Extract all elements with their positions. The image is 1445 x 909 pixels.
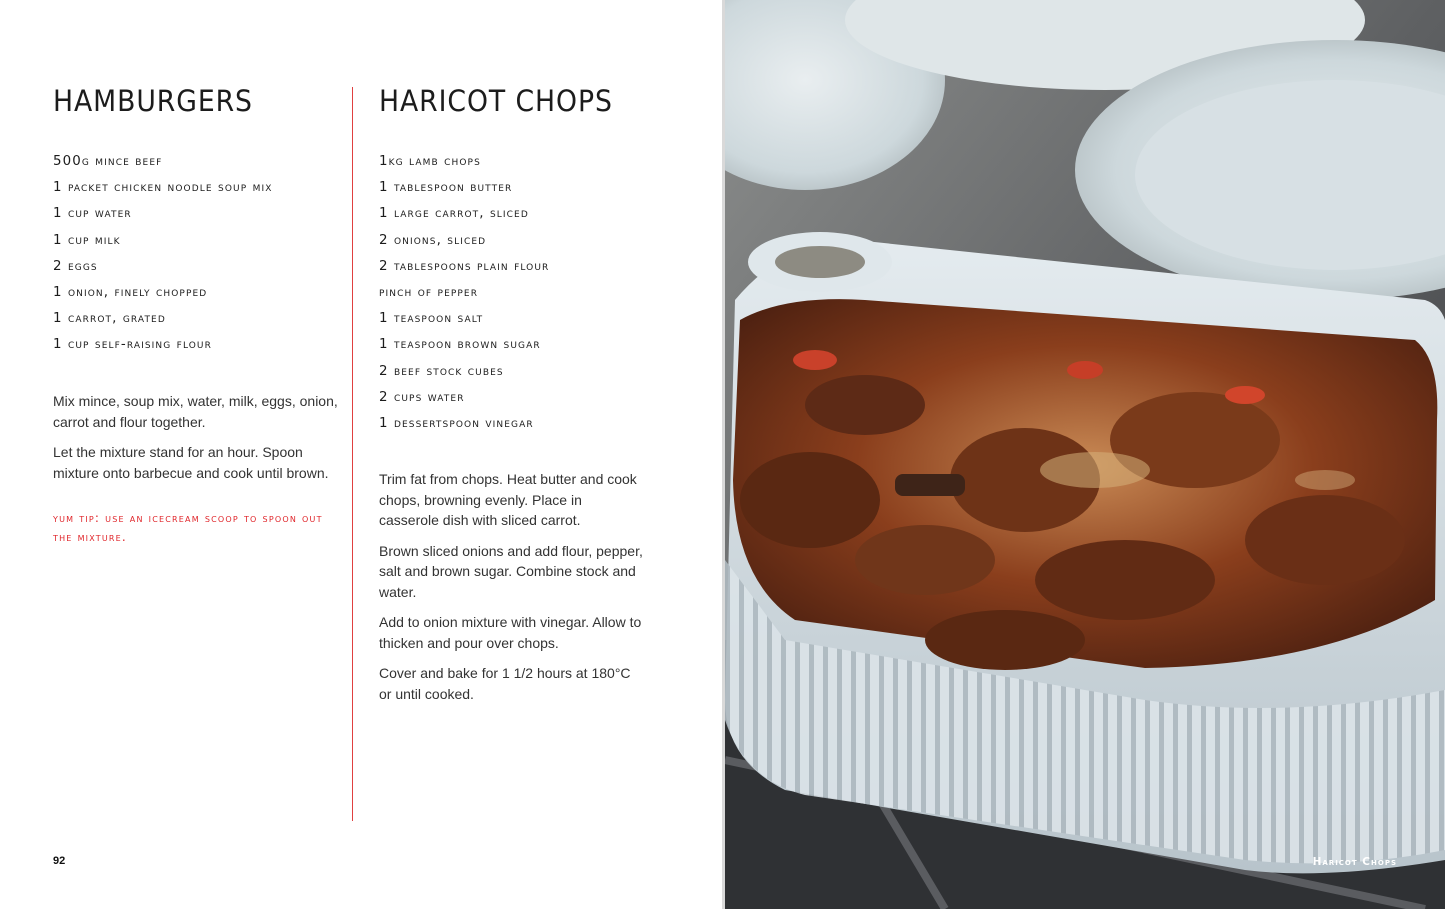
ingredient-item: 1kg lamb chops bbox=[379, 154, 481, 169]
yum-tip: yum tip: use an icecream scoop to spoon out the mixture. bbox=[53, 511, 323, 544]
ingredient-item: 1 packet chicken noodle soup mix bbox=[53, 180, 273, 196]
ingredient-item: 2 tablespoons plain flour bbox=[379, 258, 550, 274]
ingredient-item: 1 tablespoon butter bbox=[379, 180, 513, 196]
ingredient-item: 1 dessertspoon vinegar bbox=[379, 415, 534, 431]
photo-caption: Haricot Chops bbox=[1312, 856, 1397, 868]
method-paragraph: Cover and bake for 1 1/2 hours at 180°C or until cooked. bbox=[379, 665, 631, 702]
casserole-photo bbox=[725, 0, 1445, 909]
ingredient-item: 1 cup milk bbox=[53, 232, 121, 248]
method-paragraph: Trim fat from chops. Heat butter and cook chops, browning evenly. Place in casserole dish with sliced carrot. bbox=[379, 471, 637, 528]
ingredient-item: pinch of pepper bbox=[379, 284, 479, 300]
ingredient-item: 1 carrot, grated bbox=[53, 311, 166, 327]
hamburgers-method bbox=[53, 391, 338, 493]
method-paragraph: Mix mince, soup mix, water, milk, eggs, onion, carrot and flour together. bbox=[53, 393, 338, 430]
right-page bbox=[725, 0, 1445, 909]
ingredient-item: 1 teaspoon brown sugar bbox=[379, 337, 541, 353]
hamburgers-title: HAMBURGERS bbox=[53, 84, 253, 118]
hamburgers-ingredient-list bbox=[53, 149, 272, 359]
method-paragraph: Add to onion mixture with vinegar. Allow to thicken and pour over chops. bbox=[379, 614, 642, 651]
haricot-ingredient-list bbox=[379, 149, 549, 437]
ingredient-item: 1 cup water bbox=[53, 206, 132, 222]
haricot-chops-title: HARICOT CHOPS bbox=[379, 84, 613, 118]
left-page bbox=[0, 0, 722, 909]
ingredient-item: 1 teaspoon salt bbox=[379, 311, 484, 327]
column-divider bbox=[352, 87, 353, 821]
ingredient-item: 1 onion, finely chopped bbox=[53, 284, 208, 300]
page-number: 92 bbox=[53, 855, 66, 867]
ingredient-item: 1 large carrot, sliced bbox=[379, 206, 529, 222]
ingredient-item: 500g mince beef bbox=[53, 154, 163, 169]
ingredient-item: 2 cups water bbox=[379, 389, 465, 405]
ingredient-item: 2 beef stock cubes bbox=[379, 363, 504, 379]
method-paragraph: Let the mixture stand for an hour. Spoon mixture onto barbecue and cook until brown. bbox=[53, 444, 329, 481]
ingredient-item: 2 eggs bbox=[53, 258, 98, 274]
ingredient-item: 1 cup self-raising flour bbox=[53, 337, 212, 353]
method-paragraph: Brown sliced onions and add flour, pepper, salt and brown sugar. Combine stock and water. bbox=[379, 542, 643, 600]
ingredient-item: 2 onions, sliced bbox=[379, 232, 487, 248]
haricot-method bbox=[379, 469, 644, 714]
